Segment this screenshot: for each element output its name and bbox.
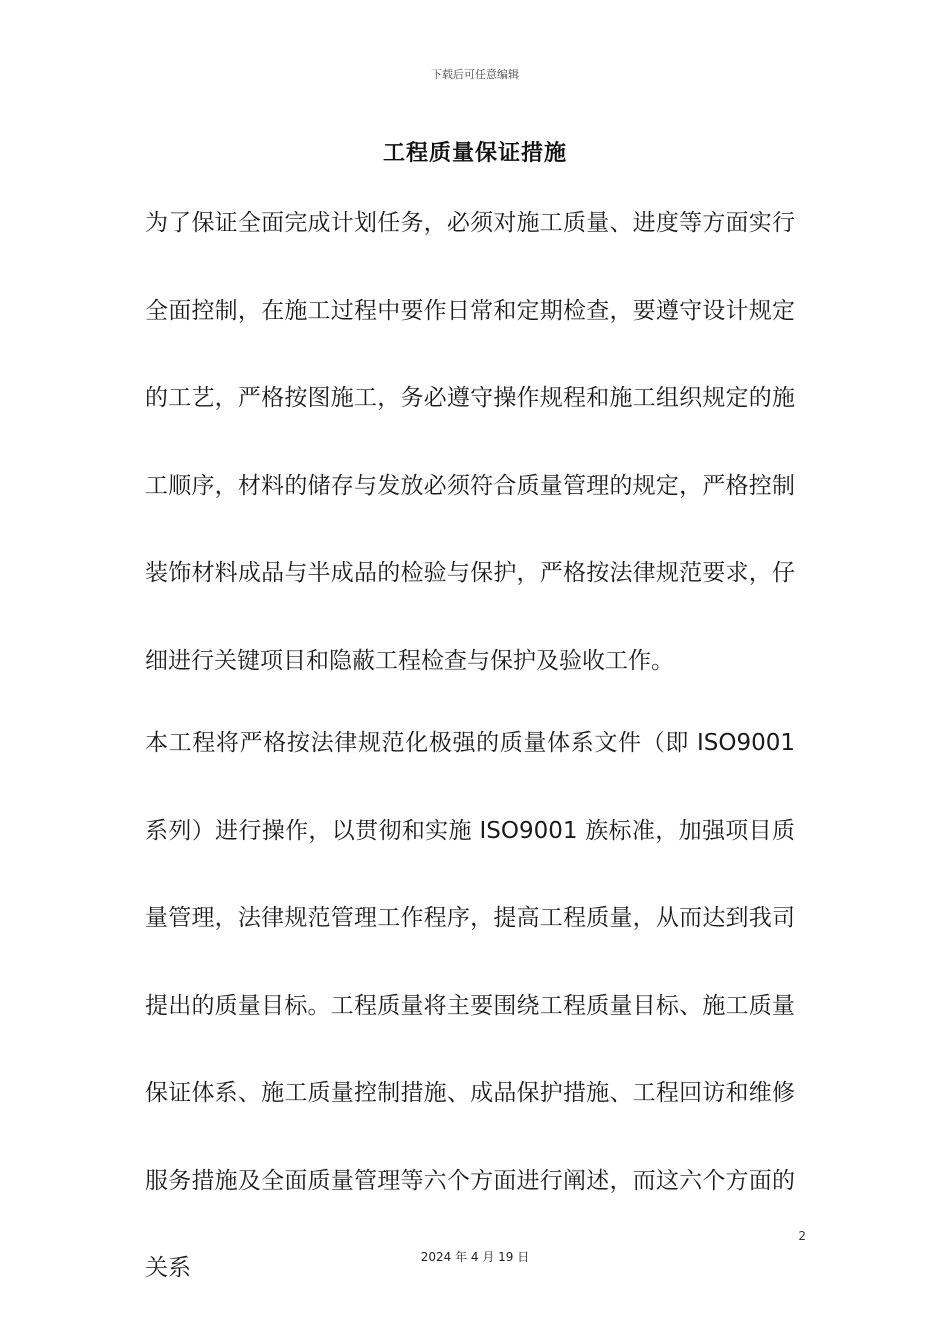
header-note: 下载后可任意编辑 — [431, 68, 519, 81]
body-paragraph-1: 为了保证全面完成计划任务，必须对施工质量、进度等方面实行全面控制，在施工过程中要作日常和定期检查，要遵守设计规定的工艺，严格按图施工，务必遵守操作规程和施工组织规定的施工顺序，材料的储存与发放必须符合质量管理的规定，严格控制装饰材料成品与半成品的检验与保护，严格按法律规范要求，仔细进行关键项目和隐蔽工程检查与保护及验收工作。 — [145, 210, 795, 674]
body-paragraph-2: 本工程将严格按法律规范化极强的质量体系文件（即 ISO9001 系列）进行操作，以贯彻和实施 ISO9001 族标准，加强项目质量管理，法律规范管理工作程序，提高工程质量，从而达到我司提出的质量目标。工程质量将主要围绕工程质量目标、施工质量保证体系、施工质量控制措施、成品保护措施、工程回访和维修服务措施及全面质量管理等六个方面进行阐述，而这六个方面的关系 — [145, 730, 795, 1281]
page-number: 2 — [798, 1229, 806, 1243]
footer-date: 2024 年 4 月 19 日 — [420, 1250, 530, 1264]
document-title: 工程质量保证措施 — [382, 141, 567, 166]
